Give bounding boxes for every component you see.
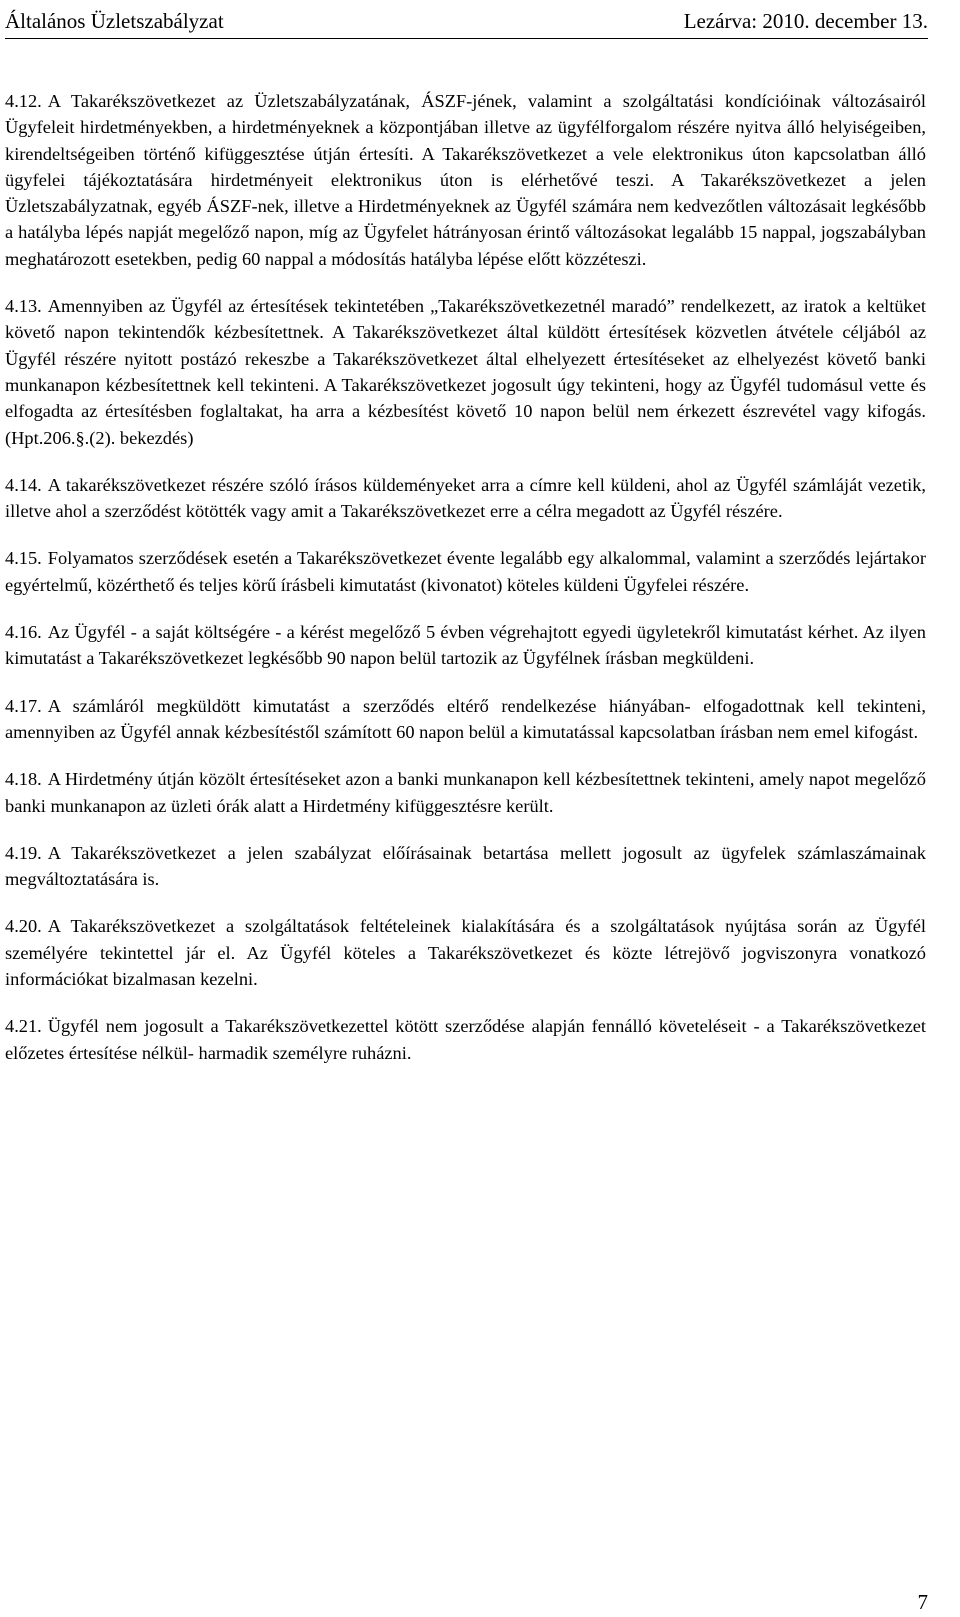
section-number: 4.14. (5, 474, 42, 495)
section-4-13 (5, 293, 926, 451)
section-number: 4.17. (5, 695, 42, 716)
closing-date: Lezárva: 2010. december 13. (683, 9, 928, 33)
section-number: 4.20. (5, 916, 42, 937)
document-body (5, 88, 926, 1087)
section-text: A Takarékszövetkezet az Üzletszabályzatának, ÁSZF-jének, valamint a szolgáltatási kondícióinak változásairól Ügyfeleit hirdetményekben, a hirdetményeknek a központjában illetve az ügyfélforgalom részére nyitva álló helyiségeiben, kirendeltségeiben történő kifüggesztése útján értesíti. A Takarékszövetkezet a vele elektronikus úton kapcsolatban álló ügyfelei tájékoztatására hirdetményeit elektronikus úton is elérhetővé teszi. A Takarékszövetkezet a jelen Üzletszabályzatnak, egyéb ÁSZF-nek, illetve a Hirdetményeknek az Ügyfél számára nem kedvezőtlen változásait legkésőbb a hatályba lépés napját megelőző napon, míg az Ügyfelet hátrányosan érintő változásokat legalább 15 nappal, jogszabályban meghatározott esetekben, pedig 60 nappal a módosítás hatályba lépése előtt közzéteszi. (5, 91, 926, 269)
section-text: Ügyfél nem jogosult a Takarékszövetkezettel kötött szerződése alapján fennálló követeléseit - a Takarékszövetkezet előzetes értesítése nélkül- harmadik személyre ruházni. (5, 1016, 926, 1063)
page-header (5, 4, 928, 39)
section-text: A Takarékszövetkezet a szolgáltatások feltételeinek kialakítására és a szolgáltatások nyújtása során az Ügyfél személyére tekintettel jár el. Az Ügyfél köteles a Takarékszövetkezet és közte létrejövő jogviszonyra vonatkozó információkat bizalmasan kezelni. (5, 916, 926, 990)
section-4-17 (5, 693, 926, 746)
section-number: 4.16. (5, 622, 42, 643)
section-text: A takarékszövetkezet részére szóló írásos küldeményeket arra a címre kell küldeni, ahol az Ügyfél számláját vezetik, illetve ahol a szerződést kötötték vagy amit a Takarékszövetkezet erre a célra megadott az Ügyfél részére. (5, 474, 926, 522)
section-text: A Hirdetmény útján közölt értesítéseket azon a banki munkanapon kell kézbesítettnek tekinteni, amely napot megelőző banki munkanapon az üzleti órák alatt a Hirdetmény kifüggesztésre került. (5, 769, 926, 816)
section-4-14 (5, 472, 926, 525)
section-text: Az Ügyfél - a saját költségére - a kérést megelőző 5 évben végrehajtott egyedi ügyletekről kimutatást kérhet. Az ilyen kimutatást a Takarékszövetkezet legkésőbb 90 napon belül tartozik az Ügyfélnek írásban megküldeni. (5, 622, 926, 669)
section-text: Folyamatos szerződések esetén a Takarékszövetkezet évente legalább egy alkalommal, valamint a szerződés lejártakor egyértelmű, közérthető és teljes körű írásbeli kimutatást (kivonatot) köteles küldeni Ügyfelei részére. (5, 548, 926, 595)
section-text: Amennyiben az Ügyfél az értesítések tekintetében „Takarékszövetkezetnél maradó” rendelkezett, az iratok a keltüket követő napon tekintendők kézbesítettnek. A Takarékszövetkezet által küldött értesítések közvetlen átvétele céljából az Ügyfél részére nyitott postázó rekeszbe a Takarékszövetkezet által elhelyezett értesítéseket az elhelyezést követő banki munkanapon kézbesítettnek kell tekinteni. A Takarékszövetkezet jogosult úgy tekinteni, hogy az Ügyfél tudomásul vette és elfogadta az értesítésben foglaltakat, ha arra a kézbesítést követő 10 napon belül nem érkezett észrevétel vagy kifogás. (Hpt.206.§.(2). bekezdés) (5, 296, 926, 448)
section-number: 4.21. (5, 1016, 42, 1037)
section-4-20 (5, 913, 926, 992)
section-text: A számláról megküldött kimutatást a szerződés eltérő rendelkezése hiányában- elfogadottnak kell tekinteni, amennyiben az Ügyfél annak kézbesítéstől számított 60 napon belül a kimutatással kapcsolatban írásban nem emel kifogást. (5, 695, 926, 742)
section-number: 4.18. (5, 769, 42, 790)
section-4-16 (5, 619, 926, 672)
section-4-18 (5, 766, 926, 819)
document-title: Általános Üzletszabályzat (5, 9, 224, 33)
section-number: 4.13. (5, 296, 42, 317)
section-4-12 (5, 88, 926, 272)
page-number: 7 (917, 1590, 928, 1614)
section-text: A Takarékszövetkezet a jelen szabályzat előírásainak betartása mellett jogosult az ügyfelek számlaszámainak megváltoztatására is. (5, 842, 926, 890)
section-number: 4.15. (5, 548, 42, 569)
section-4-19 (5, 840, 926, 893)
section-4-15 (5, 545, 926, 598)
section-number: 4.19. (5, 842, 42, 863)
section-number: 4.12. (5, 91, 42, 111)
section-4-21 (5, 1013, 926, 1066)
